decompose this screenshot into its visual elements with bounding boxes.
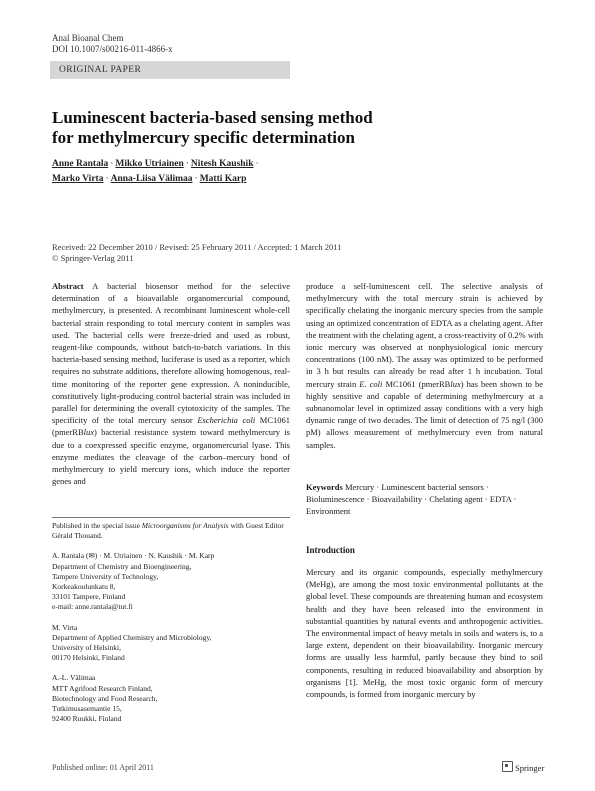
article-type-banner: [50, 61, 290, 79]
affiliation-line: A.-L. Välimaa: [52, 673, 96, 683]
abstract-text: MC1061 (pmerRB: [385, 378, 451, 389]
author-link[interactable]: Anne Rantala: [52, 159, 109, 169]
affiliation-line: 00170 Helsinki, Finland: [52, 653, 125, 663]
introduction-text: [306, 566, 543, 700]
publication-dates: [52, 242, 341, 264]
publisher-logo: [502, 761, 544, 773]
species-name: E. coli: [359, 378, 383, 389]
author-link[interactable]: Anna-Liisa Välimaa: [110, 174, 193, 184]
section-heading-introduction: Introduction: [306, 545, 355, 555]
affiliation-line: A. Rantala (✉) · M. Utriainen · N. Kaushik · M. Karp: [52, 551, 215, 561]
affiliation-2: [52, 623, 290, 664]
affiliation-line: 92400 Ruukki, Finland: [52, 714, 122, 724]
journal-header: [52, 33, 173, 55]
received-dates: Received: 22 December 2010 / Revised: 25 February 2011 / Accepted: 1 March 2011: [52, 242, 342, 252]
abstract-text: produce a self-luminescent cell. The selective analysis of methylmercury with the total mercury strain is achieved by specifically chelating the inorganic mercury species from the sample using an optimized concentration of EDTA as a chelating agent. After the treatment with the chelating agent, a cross-reactivity of 0.2% with ionic mercury was observed at nonphysiological ionic mercury concentrations (100 nM). The assay was optimized to be performed in 3 h but results can already be read after 1 h incubation. Total mercury strain: [306, 281, 543, 389]
title-line-1: Luminescent bacteria-based sensing method: [52, 108, 373, 127]
publisher-name: Springer: [515, 763, 545, 773]
doi-text: DOI 10.1007/s00216-011-4866-x: [52, 44, 173, 54]
gene-name: lux: [83, 427, 95, 438]
article-type-label: ORIGINAL PAPER: [59, 65, 142, 75]
paper-title: [52, 108, 522, 148]
abstract-column-left: [52, 280, 290, 487]
copyright-line: © Springer-Verlag 2011: [52, 253, 134, 263]
affiliation-line: M. Virta: [52, 622, 78, 632]
footnote-divider: [52, 517, 290, 518]
abstract-text: MC1061 (pmerRB: [52, 415, 291, 438]
abstract-text: ) bacterial resistance system toward methylmercury is due to a coexpressed specific enzyme, organomercurial lyase. This enzyme mediates the cleavage of the carbon–mercury bond of methylmercury to yield mercury ions, which induce the reporter genes and: [52, 427, 290, 487]
abstract-column-right: [306, 280, 543, 451]
affiliation-line: Korkeakoulunkatu 8,: [52, 582, 116, 592]
author-separator: ·: [105, 174, 109, 184]
author-link[interactable]: Matti Karp: [199, 174, 247, 184]
introduction-paragraph: Mercury and its organic compounds, especially methylmercury (MeHg), are among the most toxic environmental pollutants at the global level. These compounds are threatening human and ecosystem health and they have been released into the environment in substantial quantities by natural events and anthropogenic activities. The environmental impact of heavy metals in soils and waters is, to a large extent, dependent on their bioavailability. Inorganic mercury forms are usually less harmful, partly because they bind to soil components, resulting in reduced bioavailability and absorption by organisms [1]. MeHg, the most toxic organic form of mercury compounds, is formed from inorganic mercury by: [306, 567, 543, 700]
footnote-text: with Guest Editor Gérald Thouand.: [52, 521, 284, 541]
keywords-block: [306, 481, 543, 518]
author-list: [52, 157, 472, 187]
author-link[interactable]: Nitesh Kaushik: [190, 159, 254, 169]
affiliation-line: Department of Chemistry and Bioengineering,: [52, 561, 192, 571]
footnote-text: Published in the special issue: [52, 521, 140, 530]
abstract-label: Abstract: [52, 281, 84, 291]
affiliation-line: 33101 Tampere, Finland: [52, 592, 126, 602]
affiliation-line: Tutkimusasemantie 15,: [52, 704, 122, 714]
special-issue-note: [52, 521, 290, 541]
keywords-text: Mercury · Luminescent bacterial sensors · Bioluminescence · Bioavailability · Chelating agent · EDTA · Environment: [306, 482, 517, 517]
published-online: Published online: 01 April 2011: [52, 763, 154, 772]
author-separator: ·: [255, 159, 259, 169]
abstract-text: ) has been shown to be highly sensitive and capable of determining methylmercury at a subnanomolar level in optimized assay conditions with a very high dynamic range of two decades. The limit of detection of 75 ng/l (300 pM) allows measurement of methylmercury even from natural samples.: [306, 378, 543, 450]
footnote-block: [52, 521, 290, 724]
affiliation-line: University of Helsinki,: [52, 643, 121, 653]
author-separator: ·: [110, 159, 114, 169]
author-link[interactable]: Marko Virta: [52, 174, 104, 184]
author-separator: ·: [194, 174, 198, 184]
affiliation-line: Tampere University of Technology,: [52, 571, 159, 581]
affiliation-line: Biotechnology and Food Research,: [52, 693, 158, 703]
keywords-label: Keywords: [306, 482, 343, 492]
affiliation-3: [52, 673, 290, 724]
gene-name: lux: [450, 378, 461, 389]
species-name: Escherichia coli: [197, 415, 256, 426]
title-line-2: for methylmercury specific determination: [52, 128, 355, 147]
author-link[interactable]: Mikko Utriainen: [115, 159, 184, 169]
springer-horse-icon: [502, 761, 513, 772]
special-issue-name: Microorganisms for Analysis: [141, 521, 229, 530]
journal-name: Anal Bioanal Chem: [52, 33, 124, 43]
affiliation-line: MTT Agrifood Research Finland,: [52, 683, 153, 693]
author-separator: ·: [185, 159, 189, 169]
affiliation-1: [52, 551, 290, 612]
affiliation-line: Department of Applied Chemistry and Microbiology,: [52, 632, 212, 642]
email-link[interactable]: e-mail: anne.rantala@tut.fi: [52, 602, 133, 612]
abstract-text: A bacterial biosensor method for the selective determination of a bioavailable organomercurial compound, methylmercury, is presented. A recombinant luminescent whole-cell bacterial strain responding to total mercury content in samples was used. The bacterial cells were freeze-dried and used as robust, reagent-like compounds, without batch-to-batch variations. In this bacteria-based sensing method, luciferase is used as a reporter, which requires no substrate additions, therefore allowing homogenous, real-time monitoring of the reporter gene expression. A noninducible, constitutively light-producing control bacterial strain was included in parallel for determining the overall cytotoxicity of the samples. The specificity of the total mercury sensor: [52, 281, 291, 426]
